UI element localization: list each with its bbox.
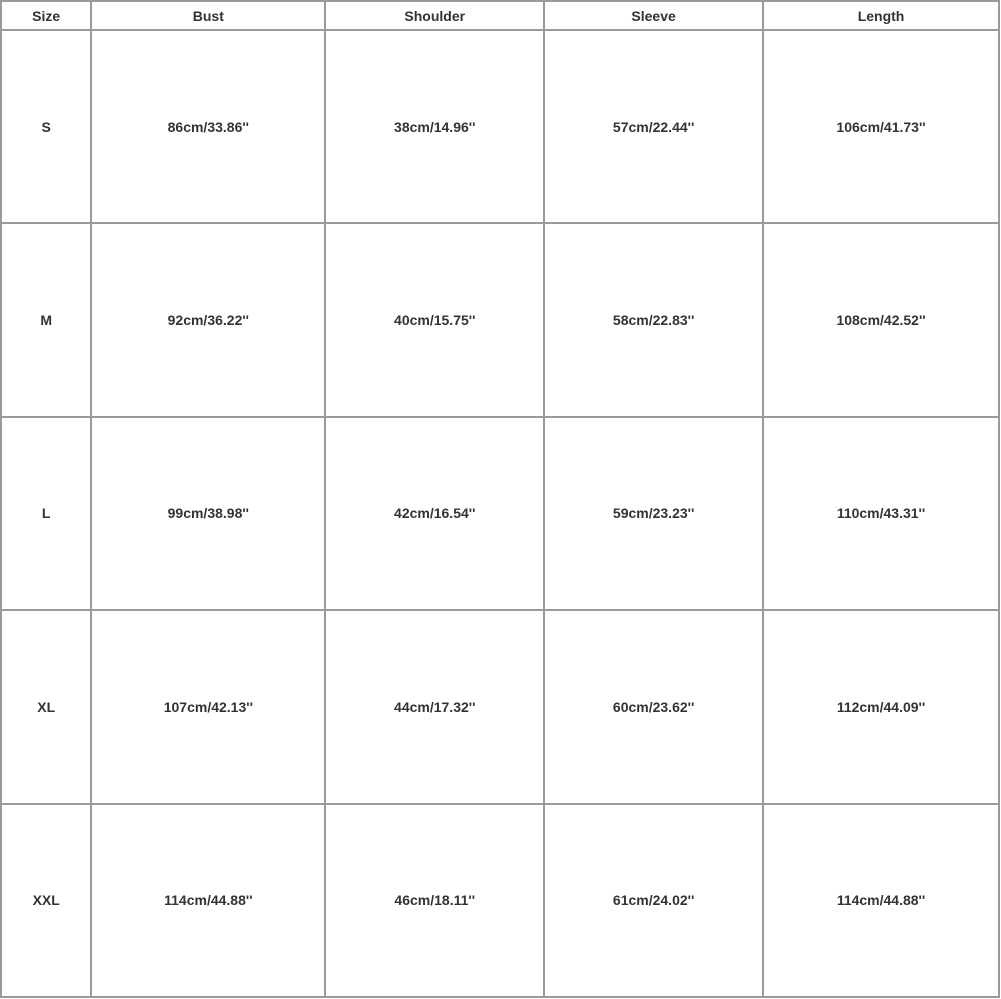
cell-length: 106cm/41.73'' <box>763 30 999 223</box>
table-row <box>1 804 999 997</box>
cell-sleeve: 60cm/23.62'' <box>544 610 763 803</box>
cell-length: 112cm/44.09'' <box>763 610 999 803</box>
cell-bust: 114cm/44.88'' <box>91 804 325 997</box>
header-row <box>1 1 999 30</box>
cell-bust: 92cm/36.22'' <box>91 223 325 416</box>
cell-size: XL <box>1 610 91 803</box>
cell-shoulder: 44cm/17.32'' <box>325 610 544 803</box>
cell-size: S <box>1 30 91 223</box>
cell-size: L <box>1 417 91 610</box>
cell-length: 114cm/44.88'' <box>763 804 999 997</box>
header-shoulder: Shoulder <box>325 1 544 30</box>
cell-sleeve: 61cm/24.02'' <box>544 804 763 997</box>
cell-size: M <box>1 223 91 416</box>
cell-shoulder: 38cm/14.96'' <box>325 30 544 223</box>
table-row <box>1 610 999 803</box>
cell-sleeve: 59cm/23.23'' <box>544 417 763 610</box>
header-length: Length <box>763 1 999 30</box>
cell-bust: 86cm/33.86'' <box>91 30 325 223</box>
table-row <box>1 223 999 416</box>
table-header <box>1 1 999 30</box>
cell-shoulder: 46cm/18.11'' <box>325 804 544 997</box>
cell-bust: 99cm/38.98'' <box>91 417 325 610</box>
cell-sleeve: 58cm/22.83'' <box>544 223 763 416</box>
cell-shoulder: 40cm/15.75'' <box>325 223 544 416</box>
cell-sleeve: 57cm/22.44'' <box>544 30 763 223</box>
cell-length: 108cm/42.52'' <box>763 223 999 416</box>
cell-shoulder: 42cm/16.54'' <box>325 417 544 610</box>
cell-bust: 107cm/42.13'' <box>91 610 325 803</box>
cell-length: 110cm/43.31'' <box>763 417 999 610</box>
header-bust: Bust <box>91 1 325 30</box>
header-sleeve: Sleeve <box>544 1 763 30</box>
cell-size: XXL <box>1 804 91 997</box>
table-body <box>1 30 999 997</box>
header-size: Size <box>1 1 91 30</box>
table-row <box>1 417 999 610</box>
table-row <box>1 30 999 223</box>
